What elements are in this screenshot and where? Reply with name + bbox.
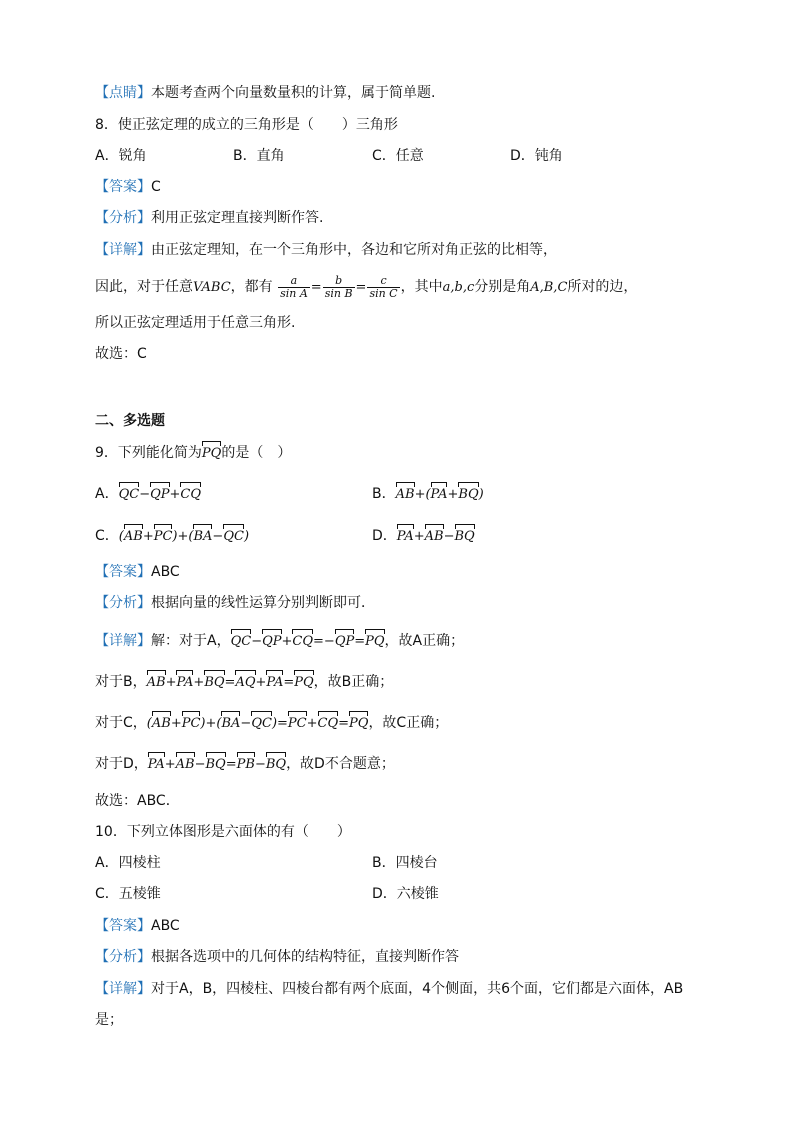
q10-detail-1-text: 对于A，B，四棱柱、四棱台都有两个底面，4个侧面，共6个面，它们都是六面体，AB <box>151 981 684 997</box>
q8-detail-2-post2: 分别是角 <box>474 279 531 295</box>
detail-tag: 【详解】 <box>95 981 151 997</box>
q9-analysis <box>95 593 375 613</box>
q9-detail-b-pre: 对于B， <box>95 674 147 690</box>
q9-detail-a: 【详解】解：对于A，QC−QP+CQ=−QP=PQ，故A正确； <box>95 631 464 652</box>
analysis-tag: 【分析】 <box>95 595 151 611</box>
answer-tag: 【答案】 <box>95 564 151 580</box>
q8-detail-1 <box>95 240 557 260</box>
detail-tag: 【详解】 <box>95 242 151 258</box>
q10-option-a: A．四棱柱 <box>95 855 161 871</box>
q10-option-d: D．六棱锥 <box>372 886 439 902</box>
q8-detail-2-pre: 因此，对于任意 <box>95 279 193 295</box>
q9-detail-a-post: ，故A正确； <box>384 633 465 649</box>
q8-detail-2-post1: ，其中 <box>400 279 443 295</box>
q9-detail-d-post: ，故D不合题意； <box>286 756 395 772</box>
frac-c-den: sin C <box>369 286 398 300</box>
frac-b-den: sin B <box>324 286 353 300</box>
q9-detail-a-pre: 解：对于A， <box>151 633 231 649</box>
q8-option-b: B．直角 <box>233 148 285 164</box>
q9-detail-d: 对于D，PA+AB−BQ=PB−BQ，故D不合题意； <box>95 754 395 775</box>
q9-detail-b-post: ，故B正确； <box>313 674 394 690</box>
q9-option-d-label: D． <box>372 528 397 544</box>
angles-abc: A,B,C <box>530 280 568 295</box>
q9-detail-d-pre: 对于D， <box>95 756 148 772</box>
q10-answer-value: ABC <box>151 918 180 934</box>
answer-tag: 【答案】 <box>95 179 151 195</box>
q8-option-d: D．钝角 <box>510 148 563 164</box>
fraction-a-sin-a <box>278 275 310 300</box>
q9-analysis-text: 根据向量的线性运算分别判断即可． <box>151 595 375 611</box>
q8-detail-2-post3: 所对的边， <box>567 279 638 295</box>
q9-option-a-label: A． <box>95 486 119 502</box>
sides-abc: a,b,c <box>442 280 475 295</box>
q10-analysis <box>95 947 459 967</box>
q9-choose: 故选：ABC． <box>95 793 180 809</box>
q8-analysis <box>95 208 323 228</box>
q8-option-c: C．任意 <box>372 148 424 164</box>
q9-answer-value: ABC <box>151 564 180 580</box>
section-title: 二、多选题 <box>95 413 165 429</box>
q8-detail-1-text: 由正弦定理知，在一个三角形中，各边和它所对角正弦的比相等， <box>151 242 557 258</box>
q9-answer <box>95 562 180 582</box>
answer-tag: 【答案】 <box>95 918 151 934</box>
q10-option-c: C．五棱锥 <box>95 886 161 902</box>
analysis-tag: 【分析】 <box>95 949 151 965</box>
q9-detail-c-pre: 对于C， <box>95 715 147 731</box>
q10-option-b: B．四棱台 <box>372 855 438 871</box>
q8-option-a: A．锐角 <box>95 148 147 164</box>
fraction-b-sin-b <box>323 275 355 300</box>
q8-choose: 故选：C <box>95 346 147 362</box>
q9-stem-pre: 9．下列能化简为 <box>95 445 202 461</box>
dianjing-text: 本题考查两个向量数量积的计算，属于简单题. <box>151 85 436 101</box>
q10-analysis-text: 根据各选项中的几何体的结构特征，直接判断作答 <box>151 949 459 965</box>
q8-analysis-text: 利用正弦定理直接判断作答. <box>151 210 324 226</box>
detail-tag: 【详解】 <box>95 633 151 649</box>
dianjing-tag: 【点睛】 <box>95 85 151 101</box>
q9-stem <box>95 443 291 464</box>
q10-detail-1 <box>95 979 683 999</box>
q9-option-a: A．QC−QP+CQ <box>95 484 201 505</box>
q9-option-c-label: C． <box>95 528 119 544</box>
analysis-tag: 【分析】 <box>95 210 151 226</box>
q9-detail-c-post: ，故C正确； <box>368 715 449 731</box>
q9-option-b-label: B． <box>372 486 396 502</box>
q9-stem-post: 的是（ ） <box>221 445 292 461</box>
triangle-abc: VABC <box>193 280 231 295</box>
dianjing-line <box>95 83 435 103</box>
vector-pq: PQ <box>202 444 221 464</box>
q9-detail-c: 对于C，(AB+PC)+(BA−QC)=PC+CQ=PQ，故C正确； <box>95 713 448 734</box>
q9-option-b: B．AB+(PA+BQ) <box>372 484 484 505</box>
q9-option-c: C．(AB+PC)+(BA−QC) <box>95 526 249 547</box>
q8-detail-2-mid: ，都有 <box>230 279 273 295</box>
q8-detail-2: 因此，对于任意VABC，都有 $\frac{a}{\text{sin A}}$ = $\frac{b}{\text{sin B}}$ = $\frac{c}{\text{sin C}}$ ，其中a,b,c分别是角A,B,C所对的边， <box>95 273 638 300</box>
q8-stem: 8．使正弦定理的成立的三角形是（ ）三角形 <box>95 117 398 133</box>
frac-a-num: a <box>278 275 310 288</box>
q8-answer-value: C <box>151 179 161 195</box>
q10-detail-2: 是； <box>95 1012 123 1028</box>
q8-detail-3: 所以正弦定理适用于任意三角形. <box>95 315 296 331</box>
fraction-c-sin-c <box>367 275 399 300</box>
frac-a-den: sin A <box>280 286 308 300</box>
q9-detail-b: 对于B，AB+PA+BQ=AQ+PA=PQ，故B正确； <box>95 672 393 693</box>
frac-b-num: b <box>323 275 355 288</box>
q10-answer <box>95 916 180 936</box>
q9-option-d: D．PA+AB−BQ <box>372 526 475 547</box>
q8-answer <box>95 177 161 197</box>
q10-stem: 10．下列立体图形是六面体的有（ ） <box>95 824 351 840</box>
frac-c-num: c <box>367 275 399 288</box>
